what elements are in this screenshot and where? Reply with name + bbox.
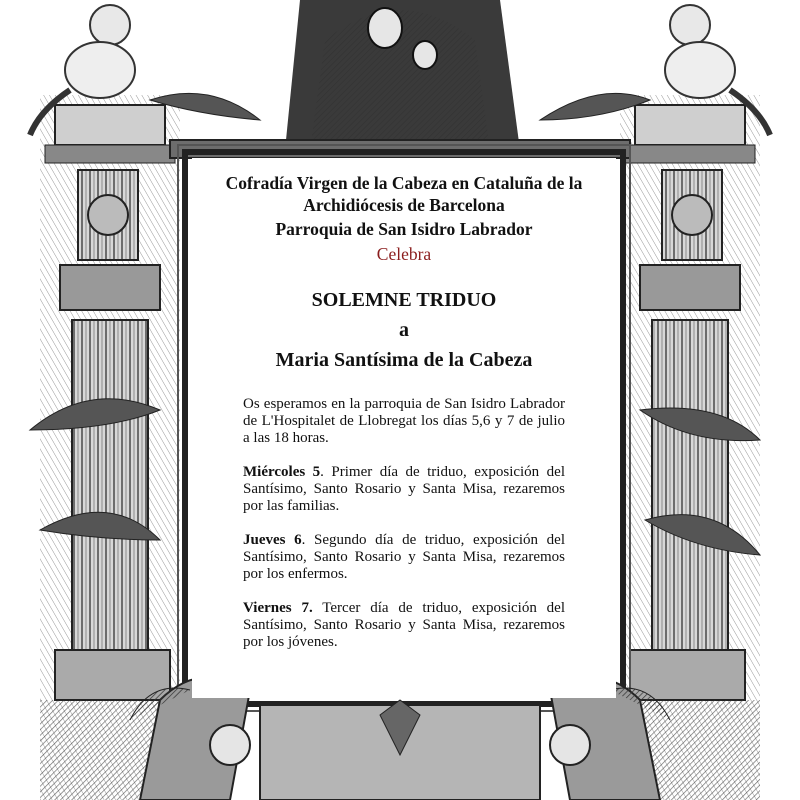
event-title-connector: a xyxy=(399,319,409,341)
day-text-3: Tercer día de triduo, exposición del Santísimo, Santo Rosario y Santa Misa, rezaremos por los jóvenes. xyxy=(243,600,565,650)
day-paragraph-1 xyxy=(243,464,565,515)
day-text-2: . Segundo día de triduo, exposición del Santísimo, Santo Rosario y Santa Misa, rezaremos por los enfermos. xyxy=(243,532,565,582)
day-paragraph-3 xyxy=(243,600,565,651)
header-line-3: Parroquia de San Isidro Labrador xyxy=(275,219,533,239)
bottom-cartouche xyxy=(260,700,540,800)
day-text-1: . Primer día de triduo, exposición del Santísimo, Santo Rosario y Santa Misa, rezaremos por las familias. xyxy=(243,464,565,514)
day-label-2: Jueves 6 xyxy=(243,532,302,548)
day-paragraph-2 xyxy=(243,532,565,583)
intro-paragraph: Os esperamos en la parroquia de San Isidro Labrador de L'Hospitalet de Llobregat los días 5,6 y 7 de julio a las 18 horas. xyxy=(243,396,565,446)
day-label-3: Viernes 7. xyxy=(243,600,313,616)
event-title: SOLEMNE TRIDUO xyxy=(311,289,497,311)
event-dedication: Maria Santísima de la Cabeza xyxy=(275,349,533,371)
day-label-1: Miércoles 5 xyxy=(243,464,321,480)
text-panel xyxy=(192,158,616,698)
celebra-label: Celebra xyxy=(376,244,432,264)
virgin-image xyxy=(285,0,520,154)
header-line-1: Cofradía Virgen de la Cabeza en Cataluña de la xyxy=(225,173,583,193)
header-line-2: Archidiócesis de Barcelona xyxy=(303,195,505,215)
